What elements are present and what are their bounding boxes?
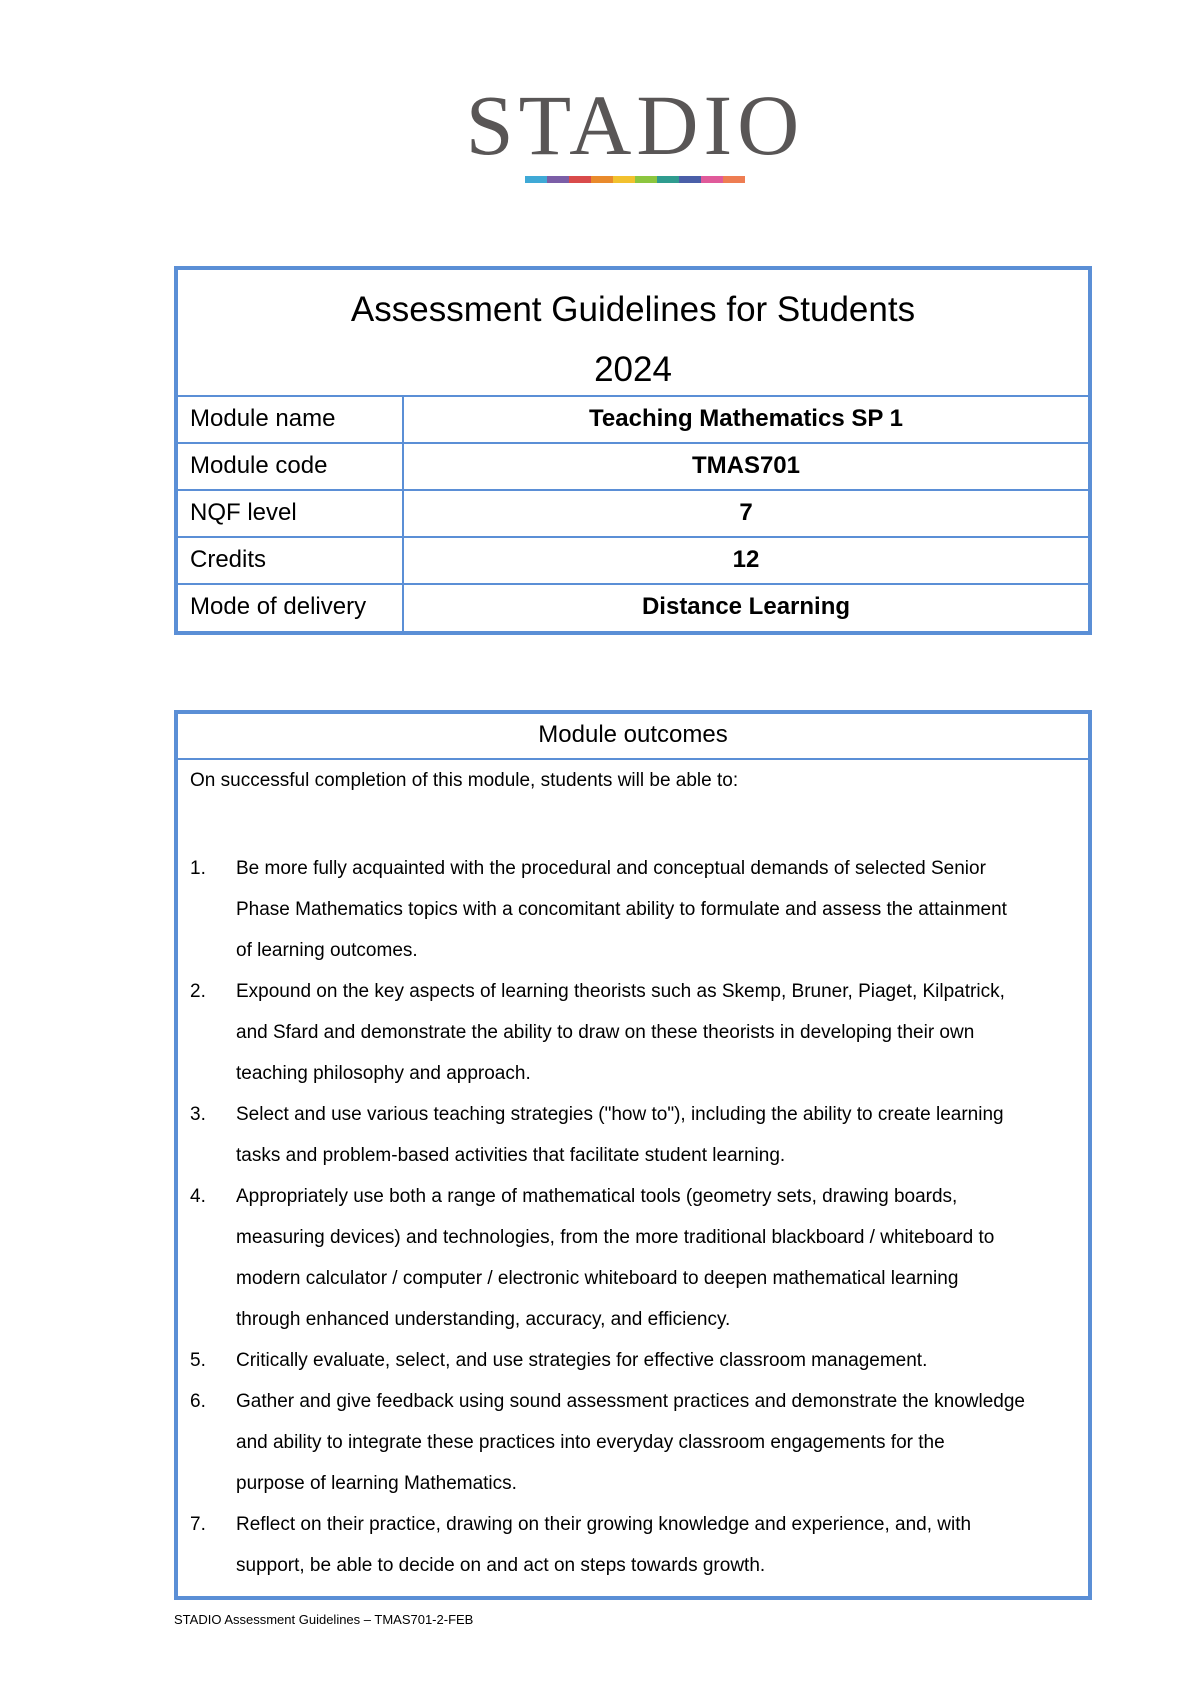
outcome-line: of learning outcomes. (236, 940, 418, 961)
info-value: Distance Learning (641, 593, 851, 620)
info-row-module-name (178, 397, 1088, 444)
outcome-line: purpose of learning Mathematics. (236, 1473, 517, 1494)
info-row-nqf-level (178, 491, 1088, 538)
logo-stripe-segment (525, 176, 547, 183)
outcome-number: 1. (190, 858, 206, 879)
logo-stripe-segment (635, 176, 657, 183)
logo-color-stripe (525, 176, 745, 183)
outcome-text (236, 1340, 1076, 1381)
outcome-line: through enhanced understanding, accuracy, and efficiency. (236, 1309, 731, 1330)
logo-stripe-segment (723, 176, 745, 183)
outcome-line: Be more fully acquainted with the procedural and conceptual demands of selected Senior (236, 858, 986, 879)
module-outcomes-table (174, 710, 1092, 1600)
outcome-text (236, 1381, 1076, 1504)
outcome-number: 2. (190, 981, 206, 1002)
outcomes-heading: Module outcomes (178, 714, 1088, 760)
info-row-credits (178, 538, 1088, 585)
outcome-list (190, 848, 1076, 1586)
outcome-text (236, 1176, 1076, 1340)
outcome-text (236, 1094, 1076, 1176)
page-footer: STADIO Assessment Guidelines – TMAS701-2-FEB (174, 1612, 474, 1627)
outcome-number: 4. (190, 1186, 206, 1207)
info-label: Module code (178, 444, 404, 489)
outcome-number: 6. (190, 1391, 206, 1412)
outcome-line: Gather and give feedback using sound assessment practices and demonstrate the knowledge (236, 1391, 1025, 1412)
info-value: 7 (739, 499, 753, 526)
info-value: TMAS701 (691, 452, 801, 479)
outcome-item (190, 1504, 1076, 1586)
logo-stripe-segment (591, 176, 613, 183)
outcome-line: teaching philosophy and approach. (236, 1063, 531, 1084)
document-year: 2024 (594, 350, 672, 389)
outcome-line: and ability to integrate these practices into everyday classroom engagements for the (236, 1432, 945, 1453)
outcome-line: Appropriately use both a range of mathematical tools (geometry sets, drawing boards, (236, 1186, 958, 1207)
logo-stripe-segment (613, 176, 635, 183)
outcome-line: Critically evaluate, select, and use strategies for effective classroom management. (236, 1350, 928, 1371)
info-label: Module name (178, 397, 404, 442)
outcome-line: Select and use various teaching strategies ("how to"), including the ability to create learning (236, 1104, 1004, 1125)
info-label: Credits (178, 538, 404, 583)
logo-stripe-segment (679, 176, 701, 183)
outcome-line: Reflect on their practice, drawing on their growing knowledge and experience, and, with (236, 1514, 972, 1535)
info-value: 12 (732, 546, 760, 573)
outcome-number: 5. (190, 1350, 206, 1371)
outcome-number: 3. (190, 1104, 206, 1125)
outcome-text (236, 971, 1076, 1094)
info-row-mode-of-delivery (178, 585, 1088, 631)
info-label: Mode of delivery (178, 585, 404, 631)
module-info-table (174, 266, 1092, 635)
outcome-item (190, 848, 1076, 971)
outcome-line: Phase Mathematics topics with a concomitant ability to formulate and assess the attainment (236, 899, 1007, 920)
outcome-item (190, 1381, 1076, 1504)
logo-wordmark: STADIO (465, 77, 805, 173)
outcome-item (190, 1094, 1076, 1176)
info-row-module-code (178, 444, 1088, 491)
outcome-text (236, 848, 1076, 971)
logo-stripe-segment (701, 176, 723, 183)
outcome-line: measuring devices) and technologies, from the more traditional blackboard / whiteboard to (236, 1227, 995, 1248)
document-title: Assessment Guidelines for Students (350, 290, 916, 329)
outcome-number: 7. (190, 1514, 206, 1535)
outcome-line: Expound on the key aspects of learning theorists such as Skemp, Bruner, Piaget, Kilpatrick, (236, 981, 1005, 1002)
stadio-logo (455, 77, 815, 192)
outcome-line: tasks and problem-based activities that facilitate student learning. (236, 1145, 786, 1166)
outcome-item (190, 1340, 1076, 1381)
outcome-text (236, 1504, 1076, 1586)
outcomes-intro: On successful completion of this module, students will be able to: (190, 770, 739, 791)
info-label: NQF level (178, 491, 404, 536)
outcomes-body (178, 760, 1088, 1596)
outcome-line: and Sfard and demonstrate the ability to draw on these theorists in developing their own (236, 1022, 975, 1043)
outcome-line: modern calculator / computer / electronic whiteboard to deepen mathematical learning (236, 1268, 959, 1289)
outcome-item (190, 1176, 1076, 1340)
logo-stripe-segment (547, 176, 569, 183)
info-value: Teaching Mathematics SP 1 (589, 405, 903, 432)
document-title-block (178, 270, 1088, 397)
logo-stripe-segment (569, 176, 591, 183)
outcome-line: support, be able to decide on and act on steps towards growth. (236, 1555, 766, 1576)
logo-stripe-segment (657, 176, 679, 183)
outcome-item (190, 971, 1076, 1094)
